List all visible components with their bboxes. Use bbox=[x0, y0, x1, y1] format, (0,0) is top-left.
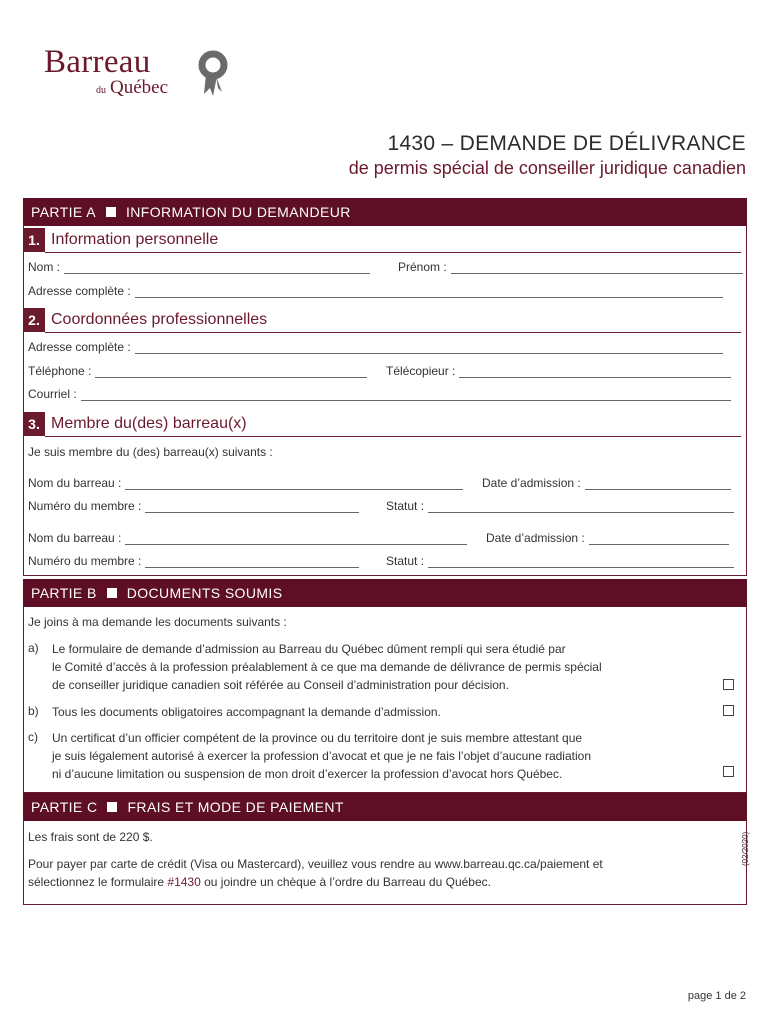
section-3-title: Membre du(des) barreau(x) bbox=[51, 415, 247, 432]
statut-1-label: Statut : bbox=[386, 499, 425, 513]
membre-2-row bbox=[28, 554, 359, 568]
pro-adresse-label: Adresse complète : bbox=[28, 340, 131, 354]
pro-adresse-field[interactable] bbox=[135, 342, 723, 354]
section-1-title: Information personnelle bbox=[51, 231, 219, 248]
item-a-line-1: Le formulaire de demande d’admission au Barreau du Québec dûment rempli qui sera étudié par bbox=[52, 642, 566, 656]
item-a-line-3: de conseiller juridique canadien soit référée au Conseil d’administration pour décision. bbox=[52, 678, 509, 692]
logo-quebec-text: Québec bbox=[110, 77, 169, 98]
square-bullet-icon bbox=[106, 207, 116, 217]
nom-barreau-1-label: Nom du barreau : bbox=[28, 476, 122, 490]
square-bullet-icon bbox=[107, 588, 117, 598]
logo-barreau-text: Barreau bbox=[44, 44, 151, 80]
item-c-checkbox[interactable] bbox=[723, 766, 734, 777]
section-2-title: Coordonnées professionnelles bbox=[51, 311, 268, 328]
telephone-row bbox=[28, 364, 367, 378]
section-2-header bbox=[23, 308, 747, 332]
section-3-number: 3. bbox=[23, 412, 45, 436]
section-1-header bbox=[23, 228, 747, 252]
frais-text: Les frais sont de 220 $. bbox=[28, 830, 153, 844]
item-a-checkbox[interactable] bbox=[723, 679, 734, 690]
paiement-line-2 bbox=[28, 873, 491, 891]
item-b-checkbox[interactable] bbox=[723, 705, 734, 716]
prenom-label: Prénom : bbox=[398, 260, 447, 274]
pro-adresse-row bbox=[28, 340, 723, 354]
date-admission-1-field[interactable] bbox=[585, 478, 731, 490]
section-1-rule bbox=[45, 252, 741, 253]
item-b-line-1: Tous les documents obligatoires accompagnant la demande d’admission. bbox=[52, 705, 441, 719]
date-admission-1-label: Date d’admission : bbox=[482, 476, 581, 490]
numero-membre-1-label: Numéro du membre : bbox=[28, 499, 142, 513]
item-c-line-2: je suis légalement autorisé à exercer la profession d’avocat et que je ne fais l’objet d’aucune radiation bbox=[52, 749, 591, 763]
partie-c-band bbox=[23, 793, 747, 821]
documents-intro: Je joins à ma demande les documents suivants : bbox=[28, 615, 287, 629]
partie-c-label: PARTIE C bbox=[31, 799, 98, 815]
nom-barreau-1-field[interactable] bbox=[125, 478, 463, 490]
logo-du-text: du bbox=[96, 85, 106, 96]
item-a-mark: a) bbox=[28, 641, 39, 655]
nom-barreau-2-field[interactable] bbox=[125, 533, 467, 545]
prenom-field[interactable] bbox=[451, 262, 743, 274]
statut-2-row bbox=[386, 554, 734, 568]
statut-1-field[interactable] bbox=[428, 501, 734, 513]
section-2-rule bbox=[45, 332, 741, 333]
barreau-1-row bbox=[28, 476, 463, 490]
partie-b-band bbox=[23, 579, 747, 607]
statut-2-label: Statut : bbox=[386, 554, 425, 568]
admission-1-row bbox=[482, 476, 731, 490]
paiement-line-2-start: sélectionnez le formulaire bbox=[28, 875, 168, 889]
prenom-row bbox=[398, 260, 743, 274]
telephone-label: Téléphone : bbox=[28, 364, 92, 378]
telecopieur-label: Télécopieur : bbox=[386, 364, 456, 378]
form-code: #1430 bbox=[167, 875, 201, 889]
item-c-line-3: ni d’aucune limitation ou suspension de mon droit d’exercer la profession d’avocat hors Québec. bbox=[52, 767, 563, 781]
adresse-row bbox=[28, 284, 723, 298]
barreau-2-row bbox=[28, 531, 467, 545]
courriel-row bbox=[28, 387, 731, 401]
section-1-number: 1. bbox=[23, 228, 45, 252]
item-a-line-2: le Comité d’accès à la profession préalablement à ce que ma demande de délivrance de permis spécial bbox=[52, 660, 602, 674]
form-title: 1430 – DEMANDE DE DÉLIVRANCE bbox=[387, 132, 746, 155]
partie-b-heading: DOCUMENTS SOUMIS bbox=[126, 585, 283, 601]
statut-1-row bbox=[386, 499, 734, 513]
item-c-mark: c) bbox=[28, 730, 38, 744]
date-admission-2-label: Date d’admission : bbox=[486, 531, 585, 545]
telephone-field[interactable] bbox=[95, 366, 367, 378]
numero-membre-1-field[interactable] bbox=[145, 501, 359, 513]
nom-label: Nom : bbox=[28, 260, 61, 274]
item-c-line-1: Un certificat d’un officier compétent de la province ou du territoire dont je suis membre attestant que bbox=[52, 731, 583, 745]
telecopieur-row bbox=[386, 364, 731, 378]
version-code: (02/2020) bbox=[741, 831, 750, 866]
adresse-field[interactable] bbox=[135, 286, 723, 298]
partie-a-label: PARTIE A bbox=[31, 204, 96, 220]
form-subtitle: de permis spécial de conseiller juridique canadien bbox=[348, 158, 746, 178]
telecopieur-field[interactable] bbox=[459, 366, 731, 378]
paiement-line-2-end: ou joindre un chèque à l’ordre du Barreau du Québec. bbox=[200, 875, 491, 889]
nom-row bbox=[28, 260, 370, 274]
membre-intro: Je suis membre du (des) barreau(x) suivants : bbox=[28, 445, 273, 459]
section-2-number: 2. bbox=[23, 308, 45, 332]
item-b-mark: b) bbox=[28, 704, 39, 718]
admission-2-row bbox=[486, 531, 729, 545]
section-3-rule bbox=[45, 436, 741, 437]
page-number: page 1 de 2 bbox=[687, 990, 746, 1002]
barreau-seal-icon bbox=[196, 50, 236, 100]
nom-barreau-2-label: Nom du barreau : bbox=[28, 531, 122, 545]
courriel-label: Courriel : bbox=[28, 387, 77, 401]
courriel-field[interactable] bbox=[81, 389, 731, 401]
partie-a-frame bbox=[23, 226, 747, 576]
adresse-label: Adresse complète : bbox=[28, 284, 131, 298]
nom-field[interactable] bbox=[64, 262, 370, 274]
date-admission-2-field[interactable] bbox=[589, 533, 729, 545]
paiement-line-1: Pour payer par carte de crédit (Visa ou Mastercard), veuillez vous rendre au www.barreau.qc.ca/paiement et bbox=[28, 857, 603, 871]
membre-1-row bbox=[28, 499, 359, 513]
square-bullet-icon bbox=[107, 802, 117, 812]
numero-membre-2-field[interactable] bbox=[145, 556, 359, 568]
statut-2-field[interactable] bbox=[428, 556, 734, 568]
numero-membre-2-label: Numéro du membre : bbox=[28, 554, 142, 568]
partie-a-band bbox=[23, 198, 747, 226]
section-3-header bbox=[23, 412, 747, 436]
partie-a-heading: INFORMATION DU DEMANDEUR bbox=[125, 204, 351, 220]
partie-c-heading: FRAIS ET MODE DE PAIEMENT bbox=[127, 799, 344, 815]
partie-b-label: PARTIE B bbox=[31, 585, 97, 601]
